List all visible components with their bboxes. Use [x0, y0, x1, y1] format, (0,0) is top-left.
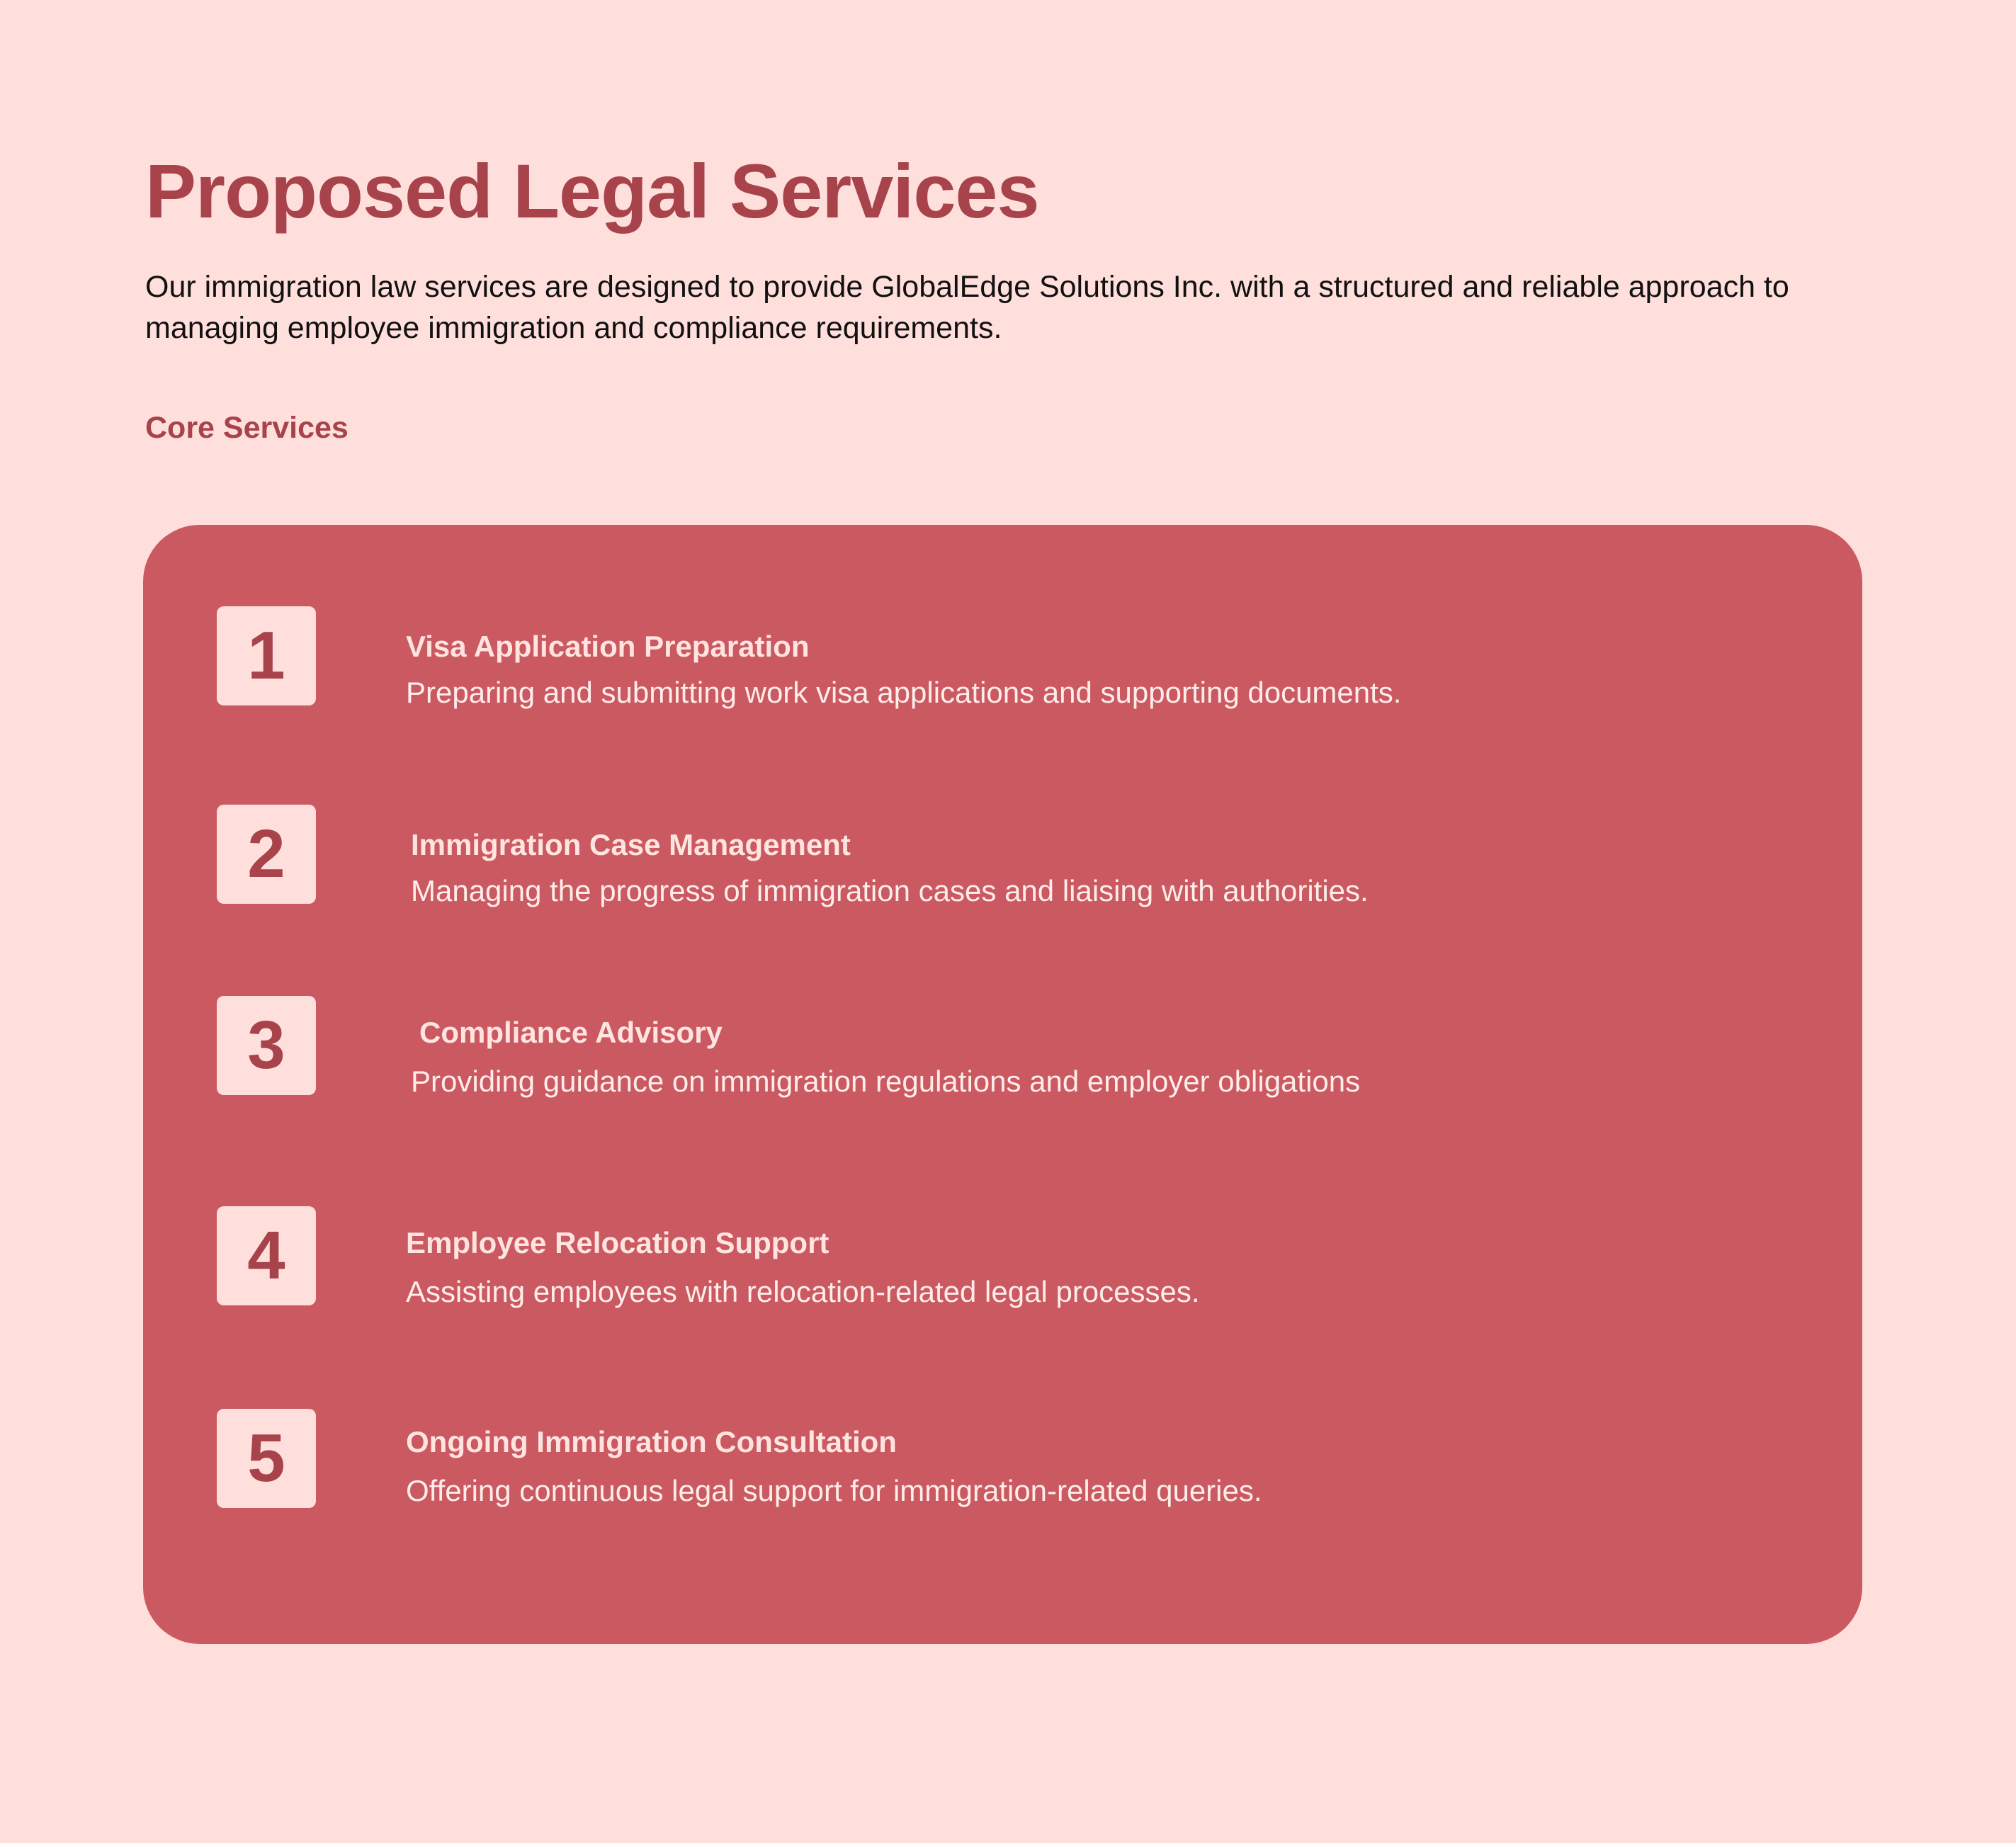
service-text — [406, 1423, 1787, 1512]
service-number-badge: 2 — [217, 805, 316, 904]
service-text — [411, 1014, 1792, 1103]
service-text — [411, 826, 1792, 912]
service-title: Employee Relocation Support — [406, 1226, 829, 1259]
service-number-badge: 4 — [217, 1206, 316, 1305]
service-item-case-management — [143, 805, 1862, 907]
service-description: Managing the progress of immigration cases and liaising with authorities. — [411, 874, 1369, 907]
service-item-visa-application — [143, 606, 1862, 709]
service-number-badge: 5 — [217, 1409, 316, 1508]
service-item-relocation-support — [143, 1206, 1862, 1308]
service-title: Compliance Advisory — [419, 1016, 723, 1049]
service-text — [406, 628, 1787, 714]
service-description: Offering continuous legal support for immigration-related queries. — [406, 1474, 1262, 1507]
service-item-compliance-advisory — [143, 996, 1862, 1098]
services-card — [143, 525, 1862, 1644]
service-title: Ongoing Immigration Consultation — [406, 1425, 897, 1458]
service-text — [406, 1224, 1787, 1313]
page-title: Proposed Legal Services — [145, 148, 1039, 234]
service-number-badge: 1 — [217, 606, 316, 705]
service-description: Preparing and submitting work visa applications and supporting documents. — [406, 676, 1402, 709]
service-title: Visa Application Preparation — [406, 630, 810, 663]
service-title: Immigration Case Management — [411, 828, 851, 861]
section-heading-core-services: Core Services — [145, 411, 349, 445]
service-number-badge: 3 — [217, 996, 316, 1095]
intro-paragraph: Our immigration law services are designed to provide GlobalEdge Solutions Inc. with a structured and reliable approach to managing employee immigration and compliance requirements. — [145, 270, 1789, 345]
service-item-ongoing-consultation — [143, 1409, 1862, 1508]
service-description: Providing guidance on immigration regulations and employer obligations — [411, 1065, 1361, 1098]
service-description: Assisting employees with relocation-related legal processes. — [406, 1275, 1200, 1308]
